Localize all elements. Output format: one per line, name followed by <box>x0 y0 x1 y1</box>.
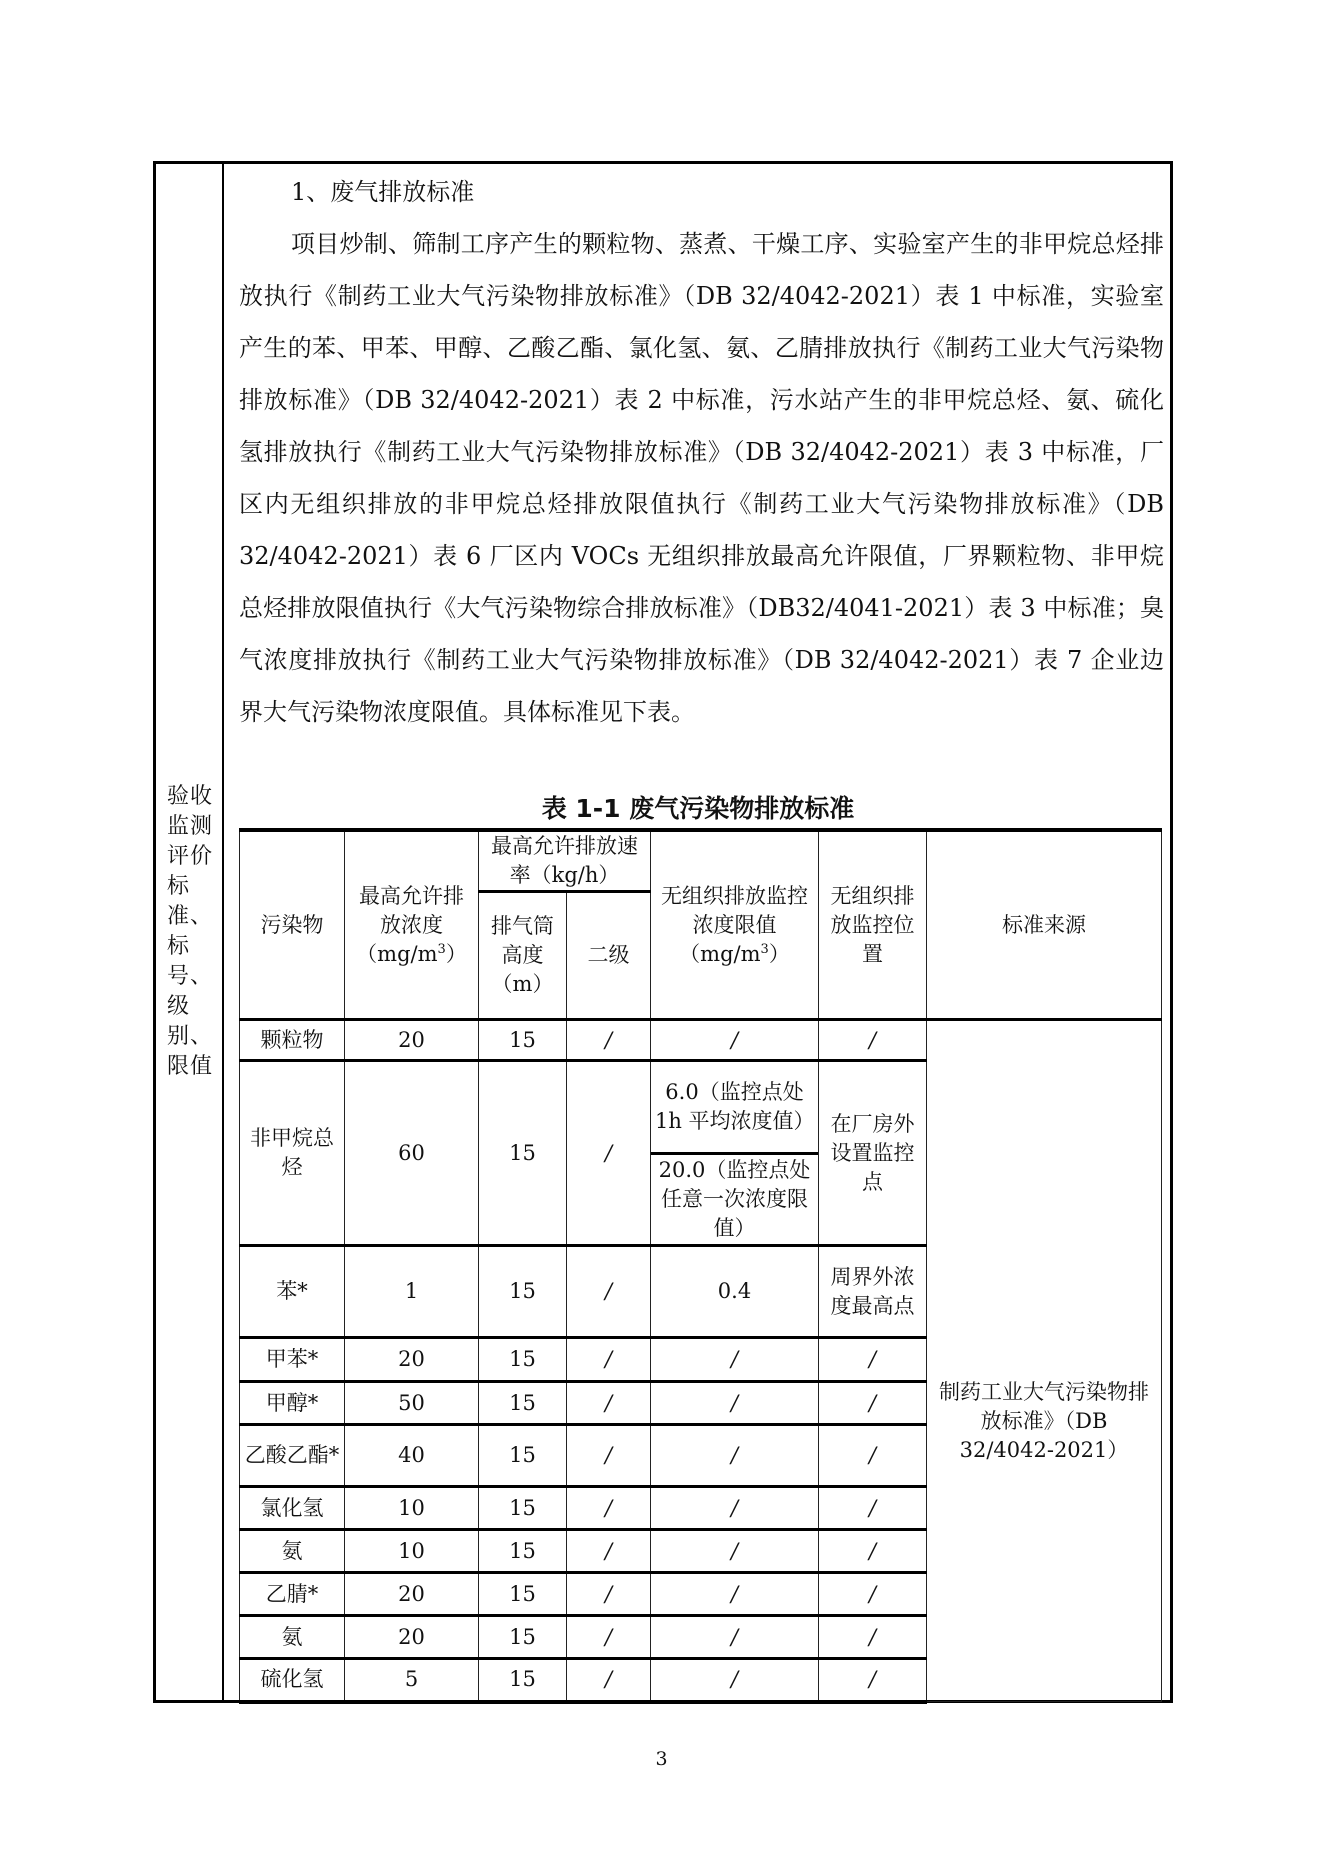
cell-concentration: 10 <box>345 1487 479 1530</box>
cell-rate: / <box>567 1425 651 1487</box>
cell-concentration: 40 <box>345 1425 479 1487</box>
cell-stack-height: 15 <box>479 1616 567 1659</box>
table-title: 表 1-1 废气污染物排放标准 <box>541 794 855 823</box>
cell-fugitive-limit: 0.4 <box>651 1246 819 1338</box>
cell-fugitive-limit: / <box>651 1573 819 1616</box>
cell-fugitive-location: / <box>819 1659 927 1702</box>
cell-stack-height: 15 <box>479 1061 567 1246</box>
cell-fugitive-limit <box>651 1061 819 1246</box>
header-pollutant: 污染物 <box>240 830 345 1020</box>
cell-pollutant: 硫化氢 <box>240 1659 345 1702</box>
cell-stack-height: 15 <box>479 1246 567 1338</box>
cell-rate: / <box>567 1530 651 1573</box>
cell-rate: / <box>567 1659 651 1702</box>
cell-concentration: 20 <box>345 1616 479 1659</box>
cell-concentration: 60 <box>345 1061 479 1246</box>
header-max-concentration: 最高允许排放浓度$(mg/m^3)$ <box>345 830 479 1020</box>
cell-fugitive-location: 在厂房外设置监控点 <box>819 1061 927 1246</box>
cell-stack-height: 15 <box>479 1425 567 1487</box>
cell-stack-height: 15 <box>479 1382 567 1425</box>
cell-fugitive-limit: / <box>651 1530 819 1573</box>
cell-fugitive-limit: / <box>651 1616 819 1659</box>
cell-pollutant: 颗粒物 <box>240 1020 345 1061</box>
cell-concentration: 1 <box>345 1246 479 1338</box>
cell-fugitive-location: / <box>819 1020 927 1061</box>
cell-fugitive-location: / <box>819 1382 927 1425</box>
form-frame <box>153 161 1173 1703</box>
cell-pollutant: 氨 <box>240 1530 345 1573</box>
header-level2: 二级 <box>567 892 651 1020</box>
header-stack-height: 排气筒高度（m） <box>479 892 567 1020</box>
header-source: 标准来源 <box>927 830 1162 1020</box>
emission-standard-table <box>239 828 1162 1704</box>
cell-fugitive-limit: / <box>651 1659 819 1702</box>
cell-fugitive-location: / <box>819 1487 927 1530</box>
section-heading: 1、废气排放标准 <box>291 178 475 206</box>
cell-stack-height: 15 <box>479 1659 567 1702</box>
table-row <box>240 1020 1162 1061</box>
cell-concentration: 10 <box>345 1530 479 1573</box>
cell-fugitive-location: / <box>819 1425 927 1487</box>
cell-fugitive-limit: / <box>651 1338 819 1382</box>
section-paragraph: 项目炒制、筛制工序产生的颗粒物、蒸煮、干燥工序、实验室产生的非甲烷总烃排放执行《制药工业大气污染物排放标准》（DB 32/4042-2021）表 1 中标准，实验室产生的苯、甲苯、甲醇、乙酸乙酯、氯化氢、氨、乙腈排放执行《制药工业大气污染物排放标准》（DB 32/4042-2021）表 2 中标准，污水站产生的非甲烷总烃、氨、硫化氢排放执行《制药工业大气污染物排放标准》（DB 32/4042-2021）表 3 中标准，厂区内无组织排放的非甲烷总烃排放限值执行《制药工业大气污染物排放标准》（DB 32/4042-2021）表 6 厂区内 VOCs 无组织排放最高允许限值，厂界颗粒物、非甲烷总烃排放限值执行《大气污染物综合排放标准》（DB32/4041-2021）表 3 中标准；臭气浓度排放执行《制药工业大气污染物排放标准》（DB 32/4042-2021）表 7 企业边界大气污染物浓度限值。具体标准见下表。 <box>239 230 1164 726</box>
cell-pollutant: 甲醇* <box>240 1382 345 1425</box>
cell-rate: / <box>567 1573 651 1616</box>
header-max-rate: 最高允许排放速率（kg/h） <box>479 830 651 892</box>
cell-stack-height: 15 <box>479 1573 567 1616</box>
cell-fugitive-limit: / <box>651 1425 819 1487</box>
cell-concentration: 20 <box>345 1573 479 1616</box>
cell-fugitive-limit: / <box>651 1382 819 1425</box>
cell-fugitive-location: / <box>819 1573 927 1616</box>
cell-rate: / <box>567 1061 651 1246</box>
cell-rate: / <box>567 1020 651 1061</box>
side-label-column <box>156 164 224 1700</box>
cell-concentration: 20 <box>345 1020 479 1061</box>
cell-stack-height: 15 <box>479 1530 567 1573</box>
cell-pollutant: 氯化氢 <box>240 1487 345 1530</box>
cell-rate: / <box>567 1338 651 1382</box>
cell-rate: / <box>567 1487 651 1530</box>
cell-concentration: 20 <box>345 1338 479 1382</box>
cell-fugitive-location: / <box>819 1616 927 1659</box>
cell-pollutant: 非甲烷总烃 <box>240 1061 345 1246</box>
cell-fugitive-location: 周界外浓度最高点 <box>819 1246 927 1338</box>
cell-pollutant: 氨 <box>240 1616 345 1659</box>
cell-rate: / <box>567 1616 651 1659</box>
side-label: 验收监测评价标准、标号、级别、限值 <box>167 784 214 1079</box>
cell-rate: / <box>567 1246 651 1338</box>
cell-pollutant: 乙酸乙酯* <box>240 1425 345 1487</box>
limit-single-max: 20.0（监控点处任意一次浓度限值） <box>651 1152 818 1244</box>
cell-pollutant: 甲苯* <box>240 1338 345 1382</box>
cell-fugitive-location: / <box>819 1338 927 1382</box>
cell-stack-height: 15 <box>479 1487 567 1530</box>
cell-concentration: 50 <box>345 1382 479 1425</box>
cell-stack-height: 15 <box>479 1020 567 1061</box>
page-number: 3 <box>655 1748 668 1770</box>
cell-concentration: 5 <box>345 1659 479 1702</box>
limit-hourly-average: 6.0（监控点处1h 平均浓度值） <box>655 1080 815 1133</box>
header-fugitive-limit: 无组织排放监控浓度限值$(mg/m^3)$ <box>651 830 819 1020</box>
cell-fugitive-location: / <box>819 1530 927 1573</box>
cell-fugitive-limit: / <box>651 1020 819 1061</box>
cell-stack-height: 15 <box>479 1338 567 1382</box>
content-cell <box>226 164 1170 1700</box>
standard-source-text: 制药工业大气污染物排放标准》（DB 32/4042-2021） <box>939 1379 1149 1462</box>
cell-fugitive-limit: / <box>651 1487 819 1530</box>
cell-standard-source <box>927 1020 1162 1702</box>
cell-pollutant: 苯* <box>240 1246 345 1338</box>
section-text <box>239 166 1164 738</box>
cell-rate: / <box>567 1382 651 1425</box>
cell-pollutant: 乙腈* <box>240 1573 345 1616</box>
header-fugitive-location: 无组织排放监控位置 <box>819 830 927 1020</box>
